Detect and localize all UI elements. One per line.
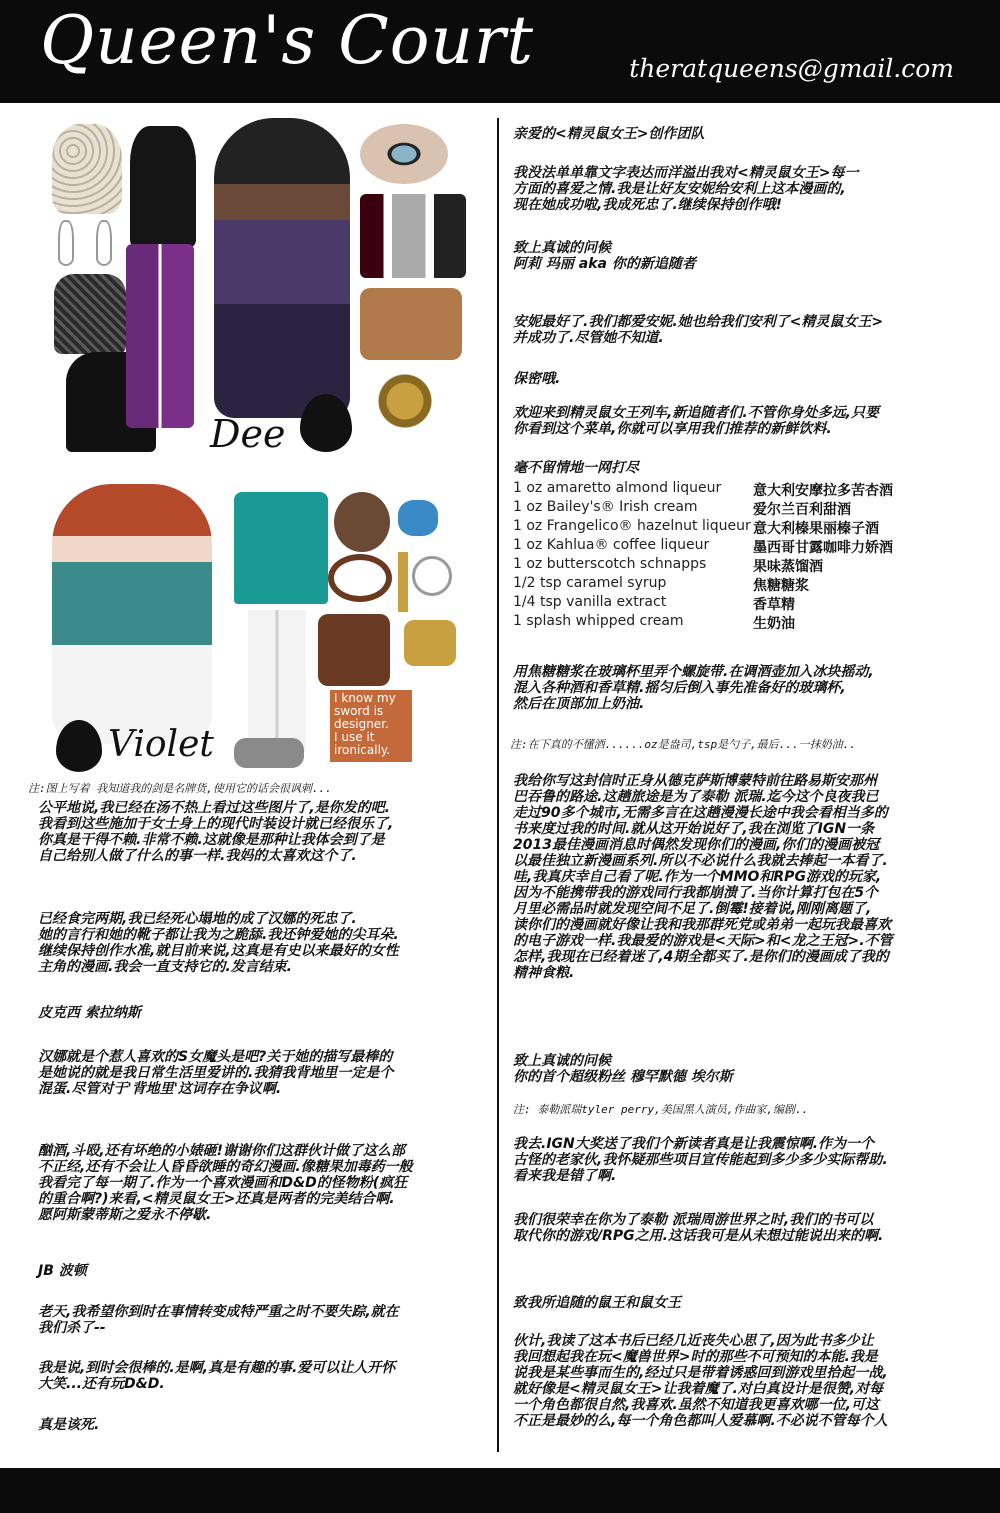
tan-handbag-image xyxy=(360,288,462,360)
letter-paragraph: 汉娜就是个惹人喜欢的S女魔头是吧?关于她的描写最棒的 是她说的就是我日常生活里爱讲的.我猜我背地里一定是个 混蛋.尽管对于'背地里'这词存在争议啊. xyxy=(38,1049,394,1097)
letter-paragraph: 我给你写这封信时正身从德克萨斯博蒙特前往路易斯安那州 巴吞鲁的路途.这趟旅途是为了泰勒 派瑞.迄今这个良夜我已 走过90多个城市,无需多言在这趟漫漫长途中我会看相当多的 书来度过我的时间.就从这开始说好了,我在浏览了IGN一条 2013最佳漫画消息时偶然发现你们的漫画,你们的漫画被冠 以最佳独立新漫画系列.所以不必说什么我就去捧起一本看了. 哇,我真庆幸自己看了呢.作为一个MMO和RPG游戏的玩家, 因为不能携带我的游戏同行我都崩溃了.当你计算打包在5个 月里必需品时就发现空间不足了.倒霉!接着说,刚刚离题了, 读你们的漫画就好像让我和我那群死党或弟弟一起玩我最喜欢 的电子游戏一样.我最爱的游戏是<天际>和<龙之王冠>.不管 怎样,我现在已经着迷了,4期全都买了.是你们的漫画成了我的 精神食粮. xyxy=(513,773,893,981)
dee-character-illustration xyxy=(214,118,350,418)
character-outfit-collage xyxy=(38,112,490,784)
recipe-instructions: 用焦糖糖浆在玻璃杯里弄个螺旋带.在调酒壶加入冰块摇动, 混入各种酒和香草精.摇匀后倒入事先准备好的玻璃杯, 然后在顶部加上奶油. xyxy=(513,664,874,712)
earring-left-image xyxy=(58,220,74,266)
letter-paragraph: 伙计,我读了这本书后已经几近丧失心思了,因为此书多少让 我回想起我在玩<魔兽世界>时的那些不可预知的本能.我是 说我是某些事而生的,经过只是带着诱惑回到游戏里拾起一战, 就好像是<精灵鼠女王>让我着魔了.对白真设计是很赞,对每 一个角色都很自然,我喜欢.虽然不知道我更喜欢哪一位,可这 不正是最妙的么,每一个角色都叫人爱慕啊.不必说不管每个人 xyxy=(513,1333,888,1429)
quote-line: sword is xyxy=(334,704,384,718)
recipe-title: 毫不留情地一网打尽 xyxy=(513,460,639,476)
translator-note: 注:在下真的不懂酒......oz是盎司,tsp是勺子,最后...一抹奶油.. xyxy=(510,738,856,751)
recipe-row: 1 splash whipped cream 生奶油 xyxy=(513,613,795,632)
letter-paragraph: 酗酒,斗殴,还有坏绝的小婊砸!谢谢你们这群伙计做了这么部 不正经,还有不会让人昏昏欲睡的奇幻漫画.像糖果加毒药一般 我看完了每一期了.作为一个喜欢漫画和D&D的怪物粉(疯狂 的重合啊?)来看,<精灵鼠女王>还真是两者的完美结合啊. 愿阿斯蒙蒂斯之爱永不停歇. xyxy=(38,1143,413,1223)
leather-belt-image xyxy=(328,554,392,602)
sword-quote-tile xyxy=(330,690,412,762)
letter-paragraph: 老天,我希望你到时在事情转变成特严重之时不要失踪,就在 我们杀了-- xyxy=(38,1304,399,1336)
eye-makeup-image xyxy=(360,124,448,184)
letter-signature: JB 波顿 xyxy=(38,1263,87,1279)
letter-paragraph: 已经食完两期,我已经死心塌地的成了汉娜的死忠了. 她的言行和她的靴子都让我为之跪舔.我还钟爱她的尖耳朵. 继续保持创作水准,就目前来说,这真是有史以来最好的女性 主角的漫画.我会一直支持它的.发言结束. xyxy=(38,911,399,975)
footer-bar xyxy=(0,1468,1000,1513)
grey-sneakers-image xyxy=(234,738,304,768)
column-divider xyxy=(497,118,499,1452)
recipe-row: 1 oz butterscotch schnapps 果味蒸馏酒 xyxy=(513,556,823,575)
skull-scarf-image xyxy=(52,124,122,214)
letter-paragraph: 公平地说,我已经在汤不热上看过这些图片了,是你发的吧. 我看到这些施加于女士身上的现代时装设计就已经很乐了, 你真是干得不赖.非常不赖.这就像是那种让我体会到了是 自己给别人做了什么的事一样.我妈的太喜欢这个了. xyxy=(38,800,394,864)
earring-right-image xyxy=(96,220,112,266)
brown-satchel-image xyxy=(318,614,390,686)
letter-paragraph: 真是该死. xyxy=(38,1417,100,1433)
letter-paragraph: 我没法单单靠文字表达而洋溢出我对<精灵鼠女王>每一 方面的喜爱之情.我是让好友安妮给安利上这本漫画的, 现在她成功啦,我成死忠了.继续保持创作哦! xyxy=(513,165,859,213)
recipe-row: 1/2 tsp caramel syrup 焦糖糖浆 xyxy=(513,575,809,594)
white-jeans-image xyxy=(248,610,306,752)
recipe-row: 1/4 tsp vanilla extract 香草精 xyxy=(513,594,795,613)
dagger-pendant-image xyxy=(398,552,408,612)
gold-cuff-image xyxy=(404,620,456,666)
recipe-row: 1 oz Kahlua® coffee liqueur 墨西哥甘露咖啡力娇酒 xyxy=(513,537,893,556)
letter-paragraph: 保密哦. xyxy=(513,371,561,387)
quote-line: designer. xyxy=(334,717,389,731)
lace-gloves-image xyxy=(54,274,126,354)
contact-email[interactable]: theratqueens@gmail.com xyxy=(629,54,954,83)
letter-signature: 致上真诚的问候 阿莉 玛丽 aka 你的新追随者 xyxy=(513,240,696,272)
letter-signature: 致上真诚的问候 你的首个超级粉丝 穆罕默德 埃尔斯 xyxy=(513,1053,733,1085)
masthead xyxy=(0,0,1000,103)
recipe-row: 1 oz amaretto almond liqueur 意大利安摩拉多苦杏酒 xyxy=(513,480,893,499)
letter-signature: 皮克西 索拉纳斯 xyxy=(38,1005,141,1021)
headband-image xyxy=(412,556,452,596)
blue-gem-image xyxy=(398,500,438,536)
letter-greeting: 亲爱的<精灵鼠女王>创作团队 xyxy=(513,126,705,142)
recipe-row: 1 oz Frangelico® hazelnut liqueur 意大利榛果丽榛子酒 xyxy=(513,518,879,537)
quote-line: I use it xyxy=(334,730,375,744)
recipe-row: 1 oz Bailey's® Irish cream 爱尔兰百利甜酒 xyxy=(513,499,851,518)
letter-paragraph: 我去.IGN大奖送了我们个新读者真是让我震惊啊.作为一个 古怪的老家伙,我怀疑那些项目宣传能起到多少多少实际帮助. 看来我是错了啊. xyxy=(513,1136,888,1184)
octopus-brooch-image xyxy=(362,370,448,432)
violet-character-illustration xyxy=(52,484,212,744)
translator-note: 注: 泰勒派瑞tyler perry,美国黑人演员,作曲家,编剧.. xyxy=(513,1103,809,1116)
teal-tshirt-image xyxy=(234,492,328,604)
letter-greeting: 致我所追随的鼠王和鼠女王 xyxy=(513,1295,681,1311)
dee-signature: Dee xyxy=(210,412,286,456)
quote-line: I know my xyxy=(334,691,396,705)
cocktail-recipe xyxy=(513,480,953,632)
quote-line: ironically. xyxy=(334,743,391,757)
purple-pants-image xyxy=(126,244,194,428)
letter-paragraph: 我们很荣幸在你为了泰勒 派瑞周游世界之时,我们的书可以 取代你的游戏/RPG之用.这话我可是从未想过能说出来的啊. xyxy=(513,1212,884,1244)
letter-paragraph: 我是说,到时会很棒的.是啊,真是有趣的事.爱可以让人开怀 大笑...还有玩D&D. xyxy=(38,1360,396,1392)
letter-paragraph: 安妮最好了.我们都爱安妮.她也给我们安利了<精灵鼠女王> 并成功了.尽管她不知道. xyxy=(513,314,884,346)
black-corset-image xyxy=(130,126,196,248)
collage-caption: 注:图上写着 我知道我的剑是名牌货,使用它的话会很讽刺... xyxy=(28,782,332,795)
makeup-products-image xyxy=(360,194,466,278)
page-title: Queen's Court xyxy=(40,2,535,79)
letter-paragraph: 欢迎来到精灵鼠女王列车,新追随者们.不管你身处多远,只要 你看到这个菜单,你就可以享用我们推荐的新鲜饮料. xyxy=(513,405,879,437)
violet-signature: Violet xyxy=(108,724,214,765)
brown-cowl-image xyxy=(334,492,390,552)
